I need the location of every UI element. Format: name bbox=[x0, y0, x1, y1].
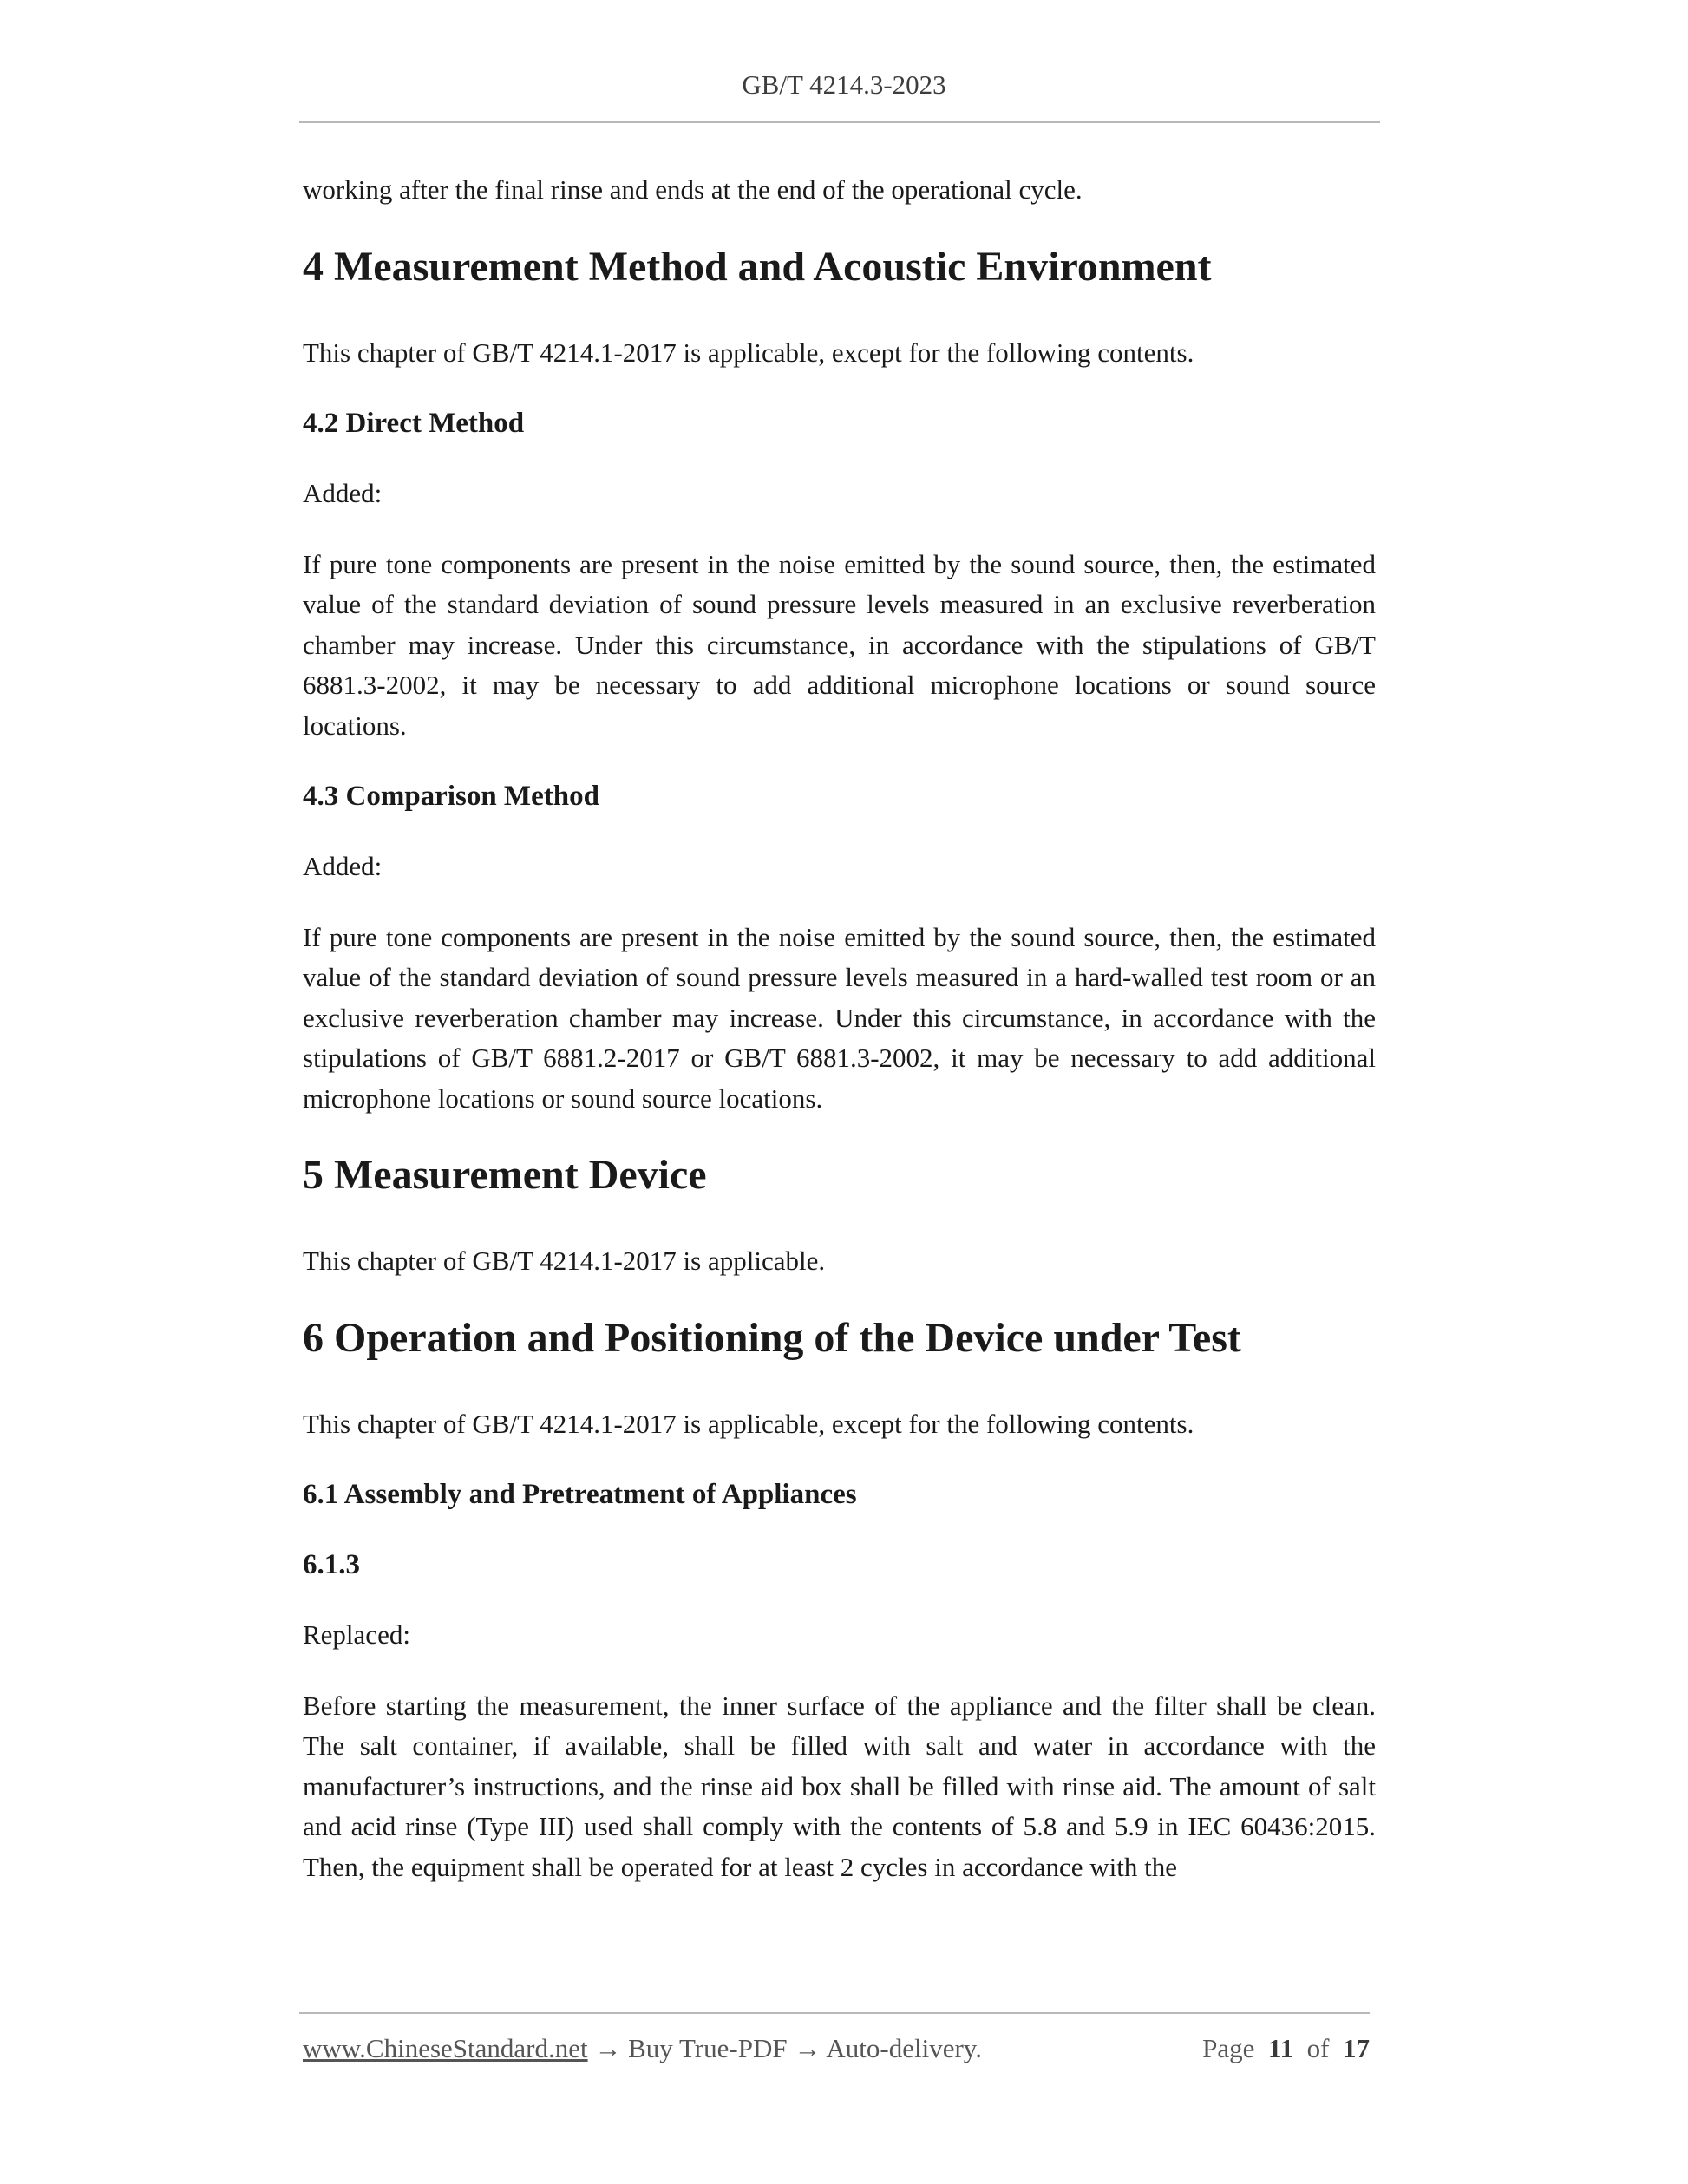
page-current: 11 bbox=[1267, 2033, 1294, 2063]
running-header: GB/T 4214.3-2023 bbox=[742, 69, 946, 100]
auto-delivery-text: Auto-delivery. bbox=[826, 2033, 983, 2063]
section-heading-6: 6 Operation and Positioning of the Device under Test bbox=[303, 1314, 1241, 1361]
paragraph-4-2-body: If pure tone components are present in the noise emitted by the sound source, then, the estimated value of the standard deviation of sound pressure levels measured in an exclusive reverberation chamber may increase. Under this circumstance, in accordance with the stipulations of GB/T 6881.3-2002, it may be necessary to add additional microphone locations or sound source locations. bbox=[303, 548, 1376, 741]
header-divider bbox=[299, 121, 1380, 123]
paragraph-intro-continuation: working after the final rinse and ends at the end of the operational cycle. bbox=[303, 174, 1083, 205]
page-total: 17 bbox=[1343, 2033, 1370, 2063]
subsection-heading-4-3: 4.3 Comparison Method bbox=[303, 781, 599, 812]
subsection-heading-4-2: 4.2 Direct Method bbox=[303, 408, 525, 439]
subsection-heading-6-1: 6.1 Assembly and Pretreatment of Appliances bbox=[303, 1479, 857, 1510]
paragraph-section4-intro: This chapter of GB/T 4214.1-2017 is applicable, except for the following contents. bbox=[303, 337, 1194, 368]
website-link[interactable]: www.ChineseStandard.net bbox=[303, 2033, 588, 2063]
clause-heading-6-1-3: 6.1.3 bbox=[303, 1549, 360, 1580]
footer-divider bbox=[299, 2012, 1370, 2014]
paragraph-6-1-3-replaced-label: Replaced: bbox=[303, 1619, 410, 1650]
paragraph-4-3-added-label: Added: bbox=[303, 851, 383, 881]
page-label: Page bbox=[1202, 2033, 1255, 2063]
paragraph-section6-intro: This chapter of GB/T 4214.1-2017 is applicable, except for the following contents. bbox=[303, 1408, 1194, 1439]
footer-promo bbox=[303, 2033, 982, 2064]
buy-pdf-text: Buy True-PDF bbox=[628, 2033, 788, 2063]
document-body bbox=[303, 170, 1376, 1887]
paragraph-4-3-body: If pure tone components are present in the noise emitted by the sound source, then, the estimated value of the standard deviation of sound pressure levels measured in a hard-walled test room or an exclusive reverberation chamber may increase. Under this circumstance, in accordance with the stipulations of GB/T 6881.2-2017 or GB/T 6881.3-2002, it may be necessary to add additional microphone locations or sound source locations. bbox=[303, 921, 1376, 1114]
page-of-label: of bbox=[1306, 2033, 1330, 2063]
page-footer bbox=[303, 2033, 1370, 2073]
section-heading-5: 5 Measurement Device bbox=[303, 1152, 707, 1198]
section-heading-4: 4 Measurement Method and Acoustic Environment bbox=[303, 243, 1212, 290]
paragraph-4-2-added-label: Added: bbox=[303, 478, 383, 508]
arrow-right-icon: → bbox=[594, 2033, 622, 2063]
page-number bbox=[1202, 2033, 1370, 2064]
arrow-right-icon: → bbox=[794, 2033, 821, 2063]
paragraph-6-1-3-body: Before starting the measurement, the inner surface of the appliance and the filter shall be clean. The salt container, if available, shall be filled with salt and water in accordance with the manufacturer’s instructions, and the rinse aid box shall be filled with rinse aid. The amount of salt and acid rinse (Type III) used shall comply with the contents of 5.8 and 5.9 in IEC 60436:2015. Then, the equipment shall be operated for at least 2 cycles in accordance with the bbox=[303, 1690, 1376, 1882]
paragraph-section5: This chapter of GB/T 4214.1-2017 is applicable. bbox=[303, 1246, 826, 1276]
